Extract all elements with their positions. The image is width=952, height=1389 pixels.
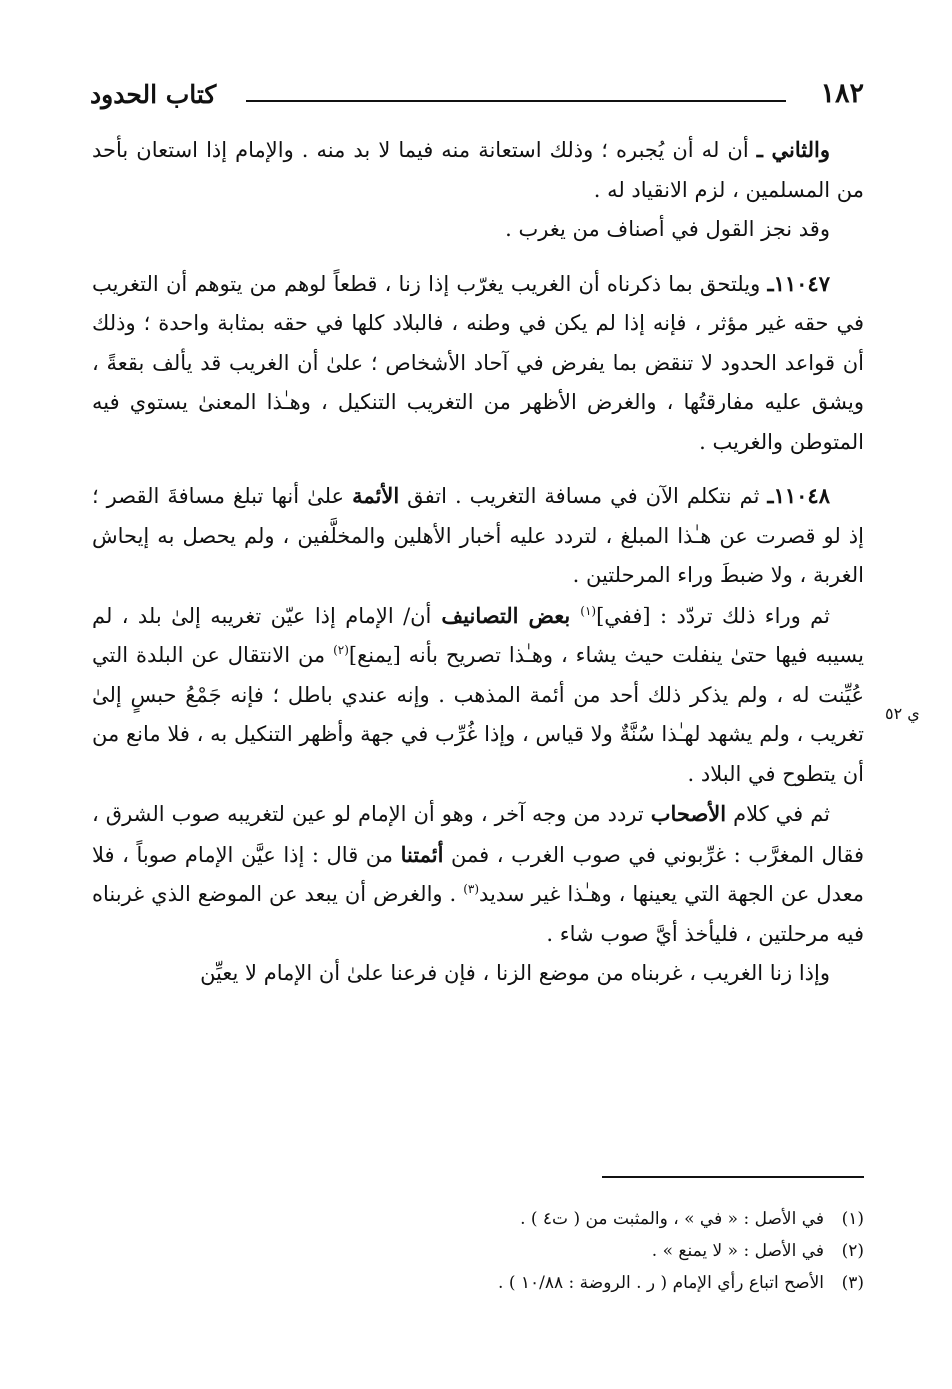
paragraph-5: [92, 596, 864, 795]
paragraph-text: وقد نجز القول في أصناف من يغرب .: [505, 217, 830, 241]
footnote-ref-1[interactable]: (١): [580, 603, 597, 618]
paragraph-text: أن له أن يُجبره ؛ وذلك استعانة منه فيما لا بد منه . والإمام إذا استعان بأحد من المسلمين ، لزم الانقياد له .: [92, 138, 864, 202]
bold-term: أئمتنا: [400, 841, 444, 867]
paragraph-text: علىٰ أنها تبلغ مسافةَ القصر ؛ إذ لو قصرت عن هـٰذا المبلغ ، لتردد عليه أخبار الأهلين والمخلَّفين ، ولم يحصل به إيحاش الغربة ، ولا ضبطَ وراء المرحلتين .: [92, 484, 864, 587]
footnote-text: في الأصل : « في » ، والمثبت من ( ت٤ ) .: [520, 1209, 824, 1229]
footnote-number: (١): [841, 1209, 864, 1229]
paragraph-1048: [92, 476, 864, 596]
paragraph-lead: والثاني ـ: [756, 137, 830, 162]
bold-term: بعض التصانيف: [431, 602, 581, 628]
page-header: [90, 78, 864, 118]
footnote-ref-3[interactable]: (٣): [463, 882, 480, 896]
paragraph-text: وإذا زنا الغريب ، غربناه من موضع الزنا ، فإن فرعنا علىٰ أن الإمام لا يعيِّن: [200, 961, 830, 985]
main-text: [92, 130, 864, 994]
footnote-ref-2[interactable]: (٢): [333, 643, 349, 657]
paragraph-1047: [92, 264, 864, 463]
header-rule: [246, 100, 786, 102]
paragraph-text: تردد من وجه آخر ، وهو أن الإمام لو عين لتغريبه صوب الشرق ، فقال المغرَّب : غرِّبوني في صوب الغرب ، فمن: [92, 802, 864, 867]
footnote-number: (٢): [841, 1241, 864, 1261]
footnote-item: [120, 1203, 864, 1235]
paragraph-text: ثم نتكلم الآن في مسافة التغريب . اتفق: [399, 484, 768, 508]
paragraph-text: . والغرض أن يبعد عن الموضع الذي غربناه فيه مرحلتين ، فليأخذ أيَّ صوب شاء .: [92, 882, 864, 946]
bold-term: الأصحاب: [650, 801, 727, 826]
section-number: ١١٠٤٨ـ: [767, 483, 830, 508]
bold-term: الأئمة: [352, 483, 400, 508]
paragraph-text: من الانتقال عن البلدة التي عُيِّنت له ، ولم يذكر ذلك أحد من أئمة المذهب . وإنه عندي باطل ؛ فإنه جَمْعُ حبسٍ إلىٰ تغريب ، ولم يشهد لهـٰذا سُنَّةٌ ولا قياس ، وإذا غُرِّب في جهة وأظهر التنكيل به ، فلا مانع من أن يتطوح في البلاد .: [92, 643, 864, 786]
paragraph-7: [92, 954, 864, 994]
footnote-number: (٣): [841, 1273, 864, 1293]
footnote-item: [120, 1235, 864, 1267]
section-number: ١١٠٤٧ـ: [767, 270, 830, 296]
paragraph-2: [92, 210, 864, 250]
footnotes: [120, 1203, 864, 1299]
footnote-text: الأصح اتباع رأي الإمام ( ر . الروضة : ١٠/٨٨ ) .: [498, 1273, 824, 1293]
paragraph-6: [92, 794, 864, 954]
paragraph-text: ويلتحق بما ذكرناه أن الغريب يغرّب إذا زنا ، قطعاً لوهم من يتوهم أن التغريب في حقه غير مؤثر ، فإنه إذا لم يكن في وطنه ، فالبلاد كلها في حقه بمثابة واحدة ؛ وذلك أن قواعد الحدود لا تنقض بما يفرض في آحاد الأشخاص ؛ علىٰ أن الغريب قد يألف بقعةً ، ويشق عليه مفارقتُها ، والغرض الأظهر من التغريب التنكيل ، وهـٰذا المعنىٰ يستوي فيه المتوطن والغريب .: [92, 271, 864, 454]
paragraph-1: [92, 130, 864, 210]
margin-note: ي ٥٢: [885, 704, 920, 723]
footnote-text: في الأصل : « لا يمنع » .: [651, 1241, 824, 1261]
paragraph-text: ثم وراء ذلك تردّد : [ففي]: [596, 603, 830, 628]
paragraph-text: أن/ الإمام إذا عيّن تغريبه إلىٰ بلد ، لم يسيبه فيها حتىٰ ينفلت حيث يشاء ، وهـٰذا تصريح بأنه [يمنع]: [92, 603, 864, 667]
footnote-item: [120, 1267, 864, 1299]
paragraph-text: ثم في كلام: [726, 802, 831, 826]
book-title: كتاب الحدود: [90, 80, 217, 109]
page-number: ١٨٢: [820, 78, 864, 109]
footnote-separator: [602, 1176, 864, 1178]
paragraph-text: من قال : إذا عيَّن الإمام صوباً ، فلا معدل عن الجهة التي يعينها ، وهـٰذا غير سديد: [92, 842, 864, 906]
